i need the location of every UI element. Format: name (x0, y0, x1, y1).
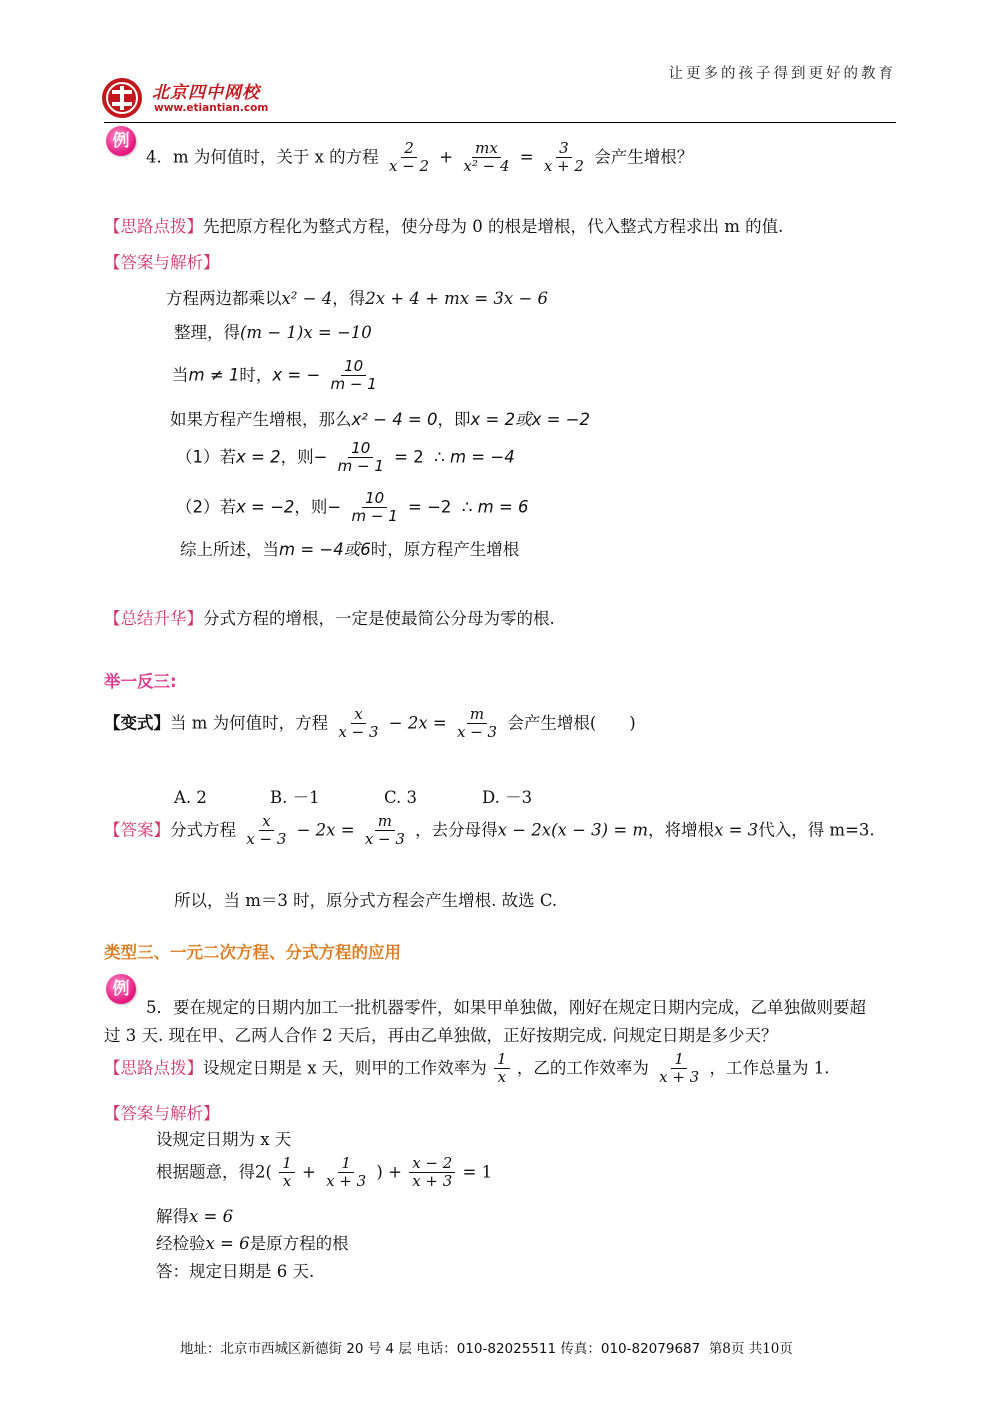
solution-conclusion: 综上所述，当m = −4或6时，原方程产生增根 (180, 540, 520, 559)
example5-question-line1: 5．要在规定的日期内加工一批机器零件，如果甲单独做，刚好在规定日期内完成，乙单独做则要超 (146, 998, 866, 1017)
variant-question: 【变式】当 m 为何值时，方程 $\frac{x}{x - 3}$ − 2x = $\frac{m}{x - 3}$ 会产生增根( ) (104, 705, 636, 742)
example4-hint: 【思路点拨】先把原方程化为整式方程，使分母为 0 的根是增根，代入整式方程求出 m 的值. (104, 217, 784, 236)
fraction: $\frac{x}{x - 3}$ (246, 812, 287, 849)
option-b: B. －1 (270, 788, 320, 807)
footer (180, 1337, 793, 1357)
option-d: D. －3 (482, 788, 533, 807)
summary-tag: 【总结升华】 (104, 609, 203, 628)
solution-answer: 答：规定日期是 6 天. (156, 1262, 315, 1281)
section-heading: 类型三、一元二次方程、分式方程的应用 (104, 943, 401, 962)
example5-hint: 【思路点拨】设规定日期是 x 天，则甲的工作效率为 $\frac{1}{x}$ ，乙的工作效率为 $\frac{1}{x + 3}$ ，工作总量为 1. (104, 1050, 830, 1087)
example4-question: 4．m 为何值时，关于 x 的方程 $\frac{2}{x - 2}$ + $\frac{mx}{\text{x² − 4}}$ = $\frac{3}{x + 2}$ 会产生增根？ (146, 139, 694, 176)
option-a: A. 2 (174, 788, 207, 807)
header-rule (104, 122, 896, 123)
fraction: $\frac{2}{x - 2}$ (388, 139, 430, 176)
solution-step: 经检验x = 6是原方程的根 (156, 1234, 349, 1253)
fraction: $\frac{x}{x - 3}$ (338, 705, 379, 742)
fraction: $\frac{1}{x}$ (279, 1155, 295, 1191)
solution-step: 如果方程产生增根，那么x² − 4 = 0，即x = 2或x = −2 (170, 410, 590, 429)
example-badge: 例 (106, 974, 136, 1004)
answer-tag: 【答案与解析】 (104, 1104, 220, 1123)
solution-step: 当m ≠ 1时，x = − $\frac{10}{m - 1}$ (172, 358, 382, 394)
solution-step: 方程两边都乘以x² − 4，得2x + 4 + mx = 3x − 6 (166, 289, 549, 308)
solution-step: 整理，得(m − 1)x = −10 (174, 323, 372, 342)
fraction: $\frac{m}{x - 3}$ (456, 705, 498, 742)
solution-case-1: （1）若x = 2，则− $\frac{10}{m - 1}$ = 2 ∴ m = −4 (176, 439, 515, 476)
fraction: $\frac{m}{x - 3}$ (364, 812, 405, 849)
solution-case-2: （2）若x = −2，则− $\frac{10}{m - 1}$ = −2 ∴ m = 6 (176, 489, 529, 526)
fraction: $\frac{10}{m - 1}$ (330, 357, 377, 394)
logo (100, 76, 290, 120)
variant-answer: 【答案】分式方程 $\frac{x}{x - 3}$ − 2x = $\frac{m}{x - 3}$ ，去分母得x − 2x(x − 3) = m，将增根x = 3代入，得 m=3. (104, 812, 875, 849)
fraction: $\frac{1}{x}$ (494, 1051, 510, 1087)
example-badge: 例 (106, 126, 136, 156)
solution-step: 根据题意，得2( $\frac{1}{x}$ + $\frac{1}{x + 3}$ ) + $\frac{x - 2}{x + 3}$ = 1 (156, 1154, 493, 1191)
logo-emblem-icon (100, 76, 146, 120)
option-c: C. 3 (384, 788, 418, 807)
footer-page-number: 第8页 共10页 (708, 1341, 793, 1357)
fraction: $\frac{1}{x + 3}$ (326, 1154, 367, 1191)
solution-step: 解得x = 6 (156, 1207, 234, 1226)
solution-step: 设规定日期为 x 天 (156, 1130, 292, 1149)
variant-conclusion: 所以，当 m＝3 时，原分式方程会产生增根. 故选 C. (174, 891, 558, 910)
answer-tag: 【答案】 (104, 820, 170, 840)
hint-tag: 【思路点拨】 (104, 1058, 203, 1078)
fraction: $\frac{10}{m - 1}$ (337, 439, 384, 476)
variant-heading: 举一反三: (104, 672, 177, 691)
footer-address: 地址：北京市西城区新德街 20 号 4 层 电话：010-82025511 传真：010-82079687 (180, 1341, 701, 1357)
fraction: $\frac{x - 2}{x + 3}$ (409, 1155, 455, 1191)
summary: 【总结升华】分式方程的增根，一定是使最简公分母为零的根. (104, 609, 555, 628)
fraction: $\frac{1}{x + 3}$ (659, 1050, 700, 1087)
header-slogan: 让更多的孩子得到更好的教育 (668, 66, 896, 82)
fraction: $\frac{3}{x + 2}$ (543, 139, 584, 176)
hint-tag: 【思路点拨】 (104, 217, 203, 236)
answer-tag: 【答案与解析】 (104, 253, 220, 272)
logo-url: www.etiantian.com (154, 102, 269, 114)
fraction: $\frac{mx}{\text{x² − 4}}$ (463, 139, 510, 176)
example5-question-line2: 过 3 天. 现在甲、乙两人合作 2 天后，再由乙单独做，正好按期完成. 问规定日期是多少天？ (104, 1026, 778, 1045)
logo-name: 北京四中网校 (152, 83, 260, 103)
fraction: $\frac{10}{m - 1}$ (351, 489, 398, 526)
variant-tag: 【变式】 (104, 713, 170, 733)
